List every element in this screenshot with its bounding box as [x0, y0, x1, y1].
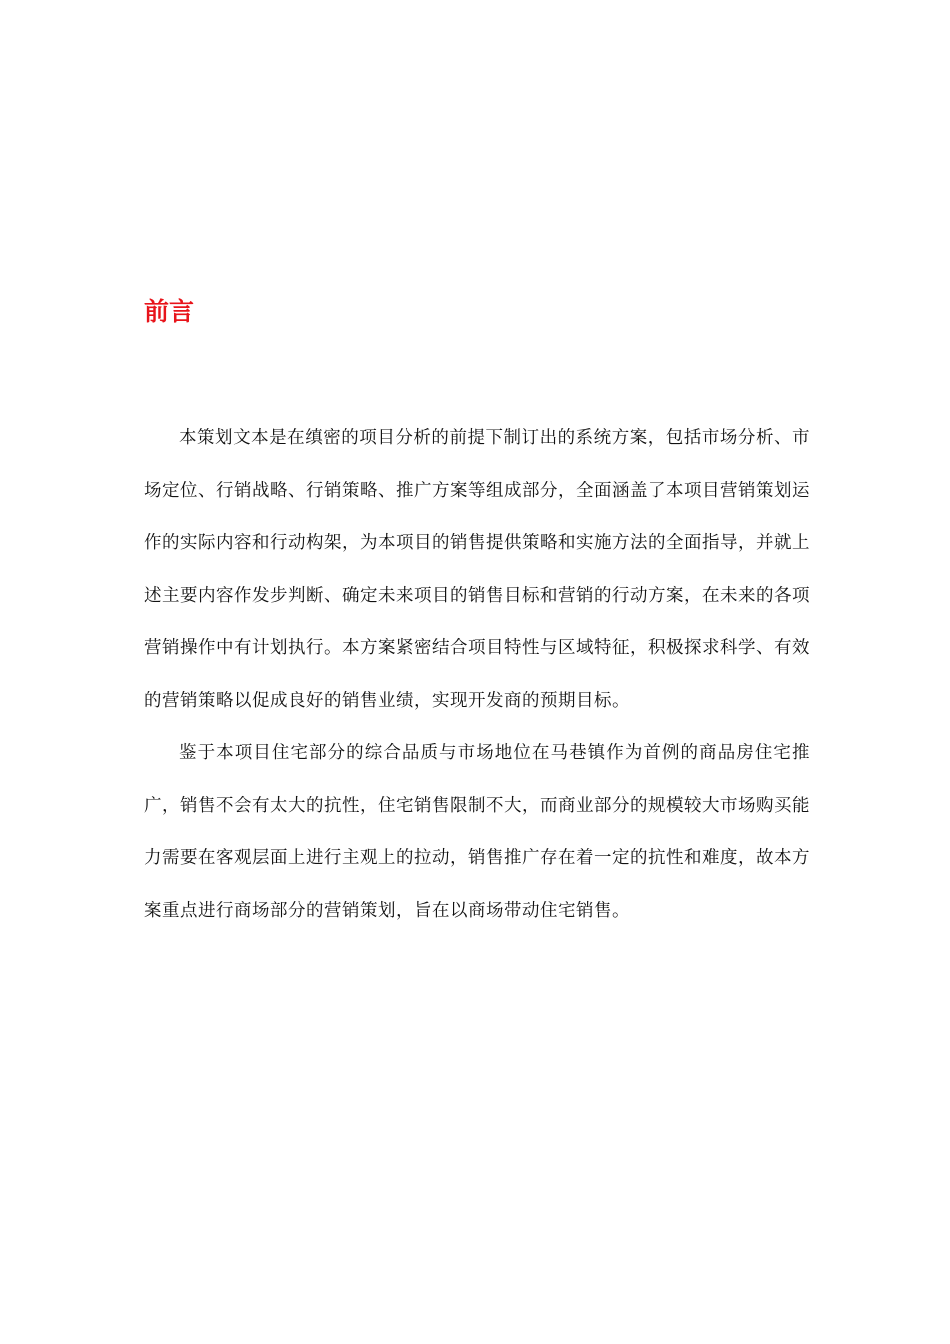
- page-heading: 前言: [144, 297, 195, 326]
- paragraph-intro: 本策划文本是在缜密的项目分析的前提下制订出的系统方案，包括市场分析、市场定位、行销战略、行销策略、推广方案等组成部分，全面涵盖了本项目营销策划运作的实际内容和行动构架，为本项目的销售提供策略和实施方法的全面指导，并就上述主要内容作发步判断、确定未来项目的销售目标和营销的行动方案，在未来的各项营销操作中有计划执行。本方案紧密结合项目特性与区域特征，积极探求科学、有效的营销策略以促成良好的销售业绩，实现开发商的预期目标。: [144, 428, 810, 711]
- paragraph-focus: 鉴于本项目住宅部分的综合品质与市场地位在马巷镇作为首例的商品房住宅推广，销售不会有太大的抗性，住宅销售限制不大，而商业部分的规模较大市场购买能力需要在客观层面上进行主观上的拉动，销售推广存在着一定的抗性和难度，故本方案重点进行商场部分的营销策划，旨在以商场带动住宅销售。: [144, 743, 810, 921]
- document-body: [144, 412, 810, 937]
